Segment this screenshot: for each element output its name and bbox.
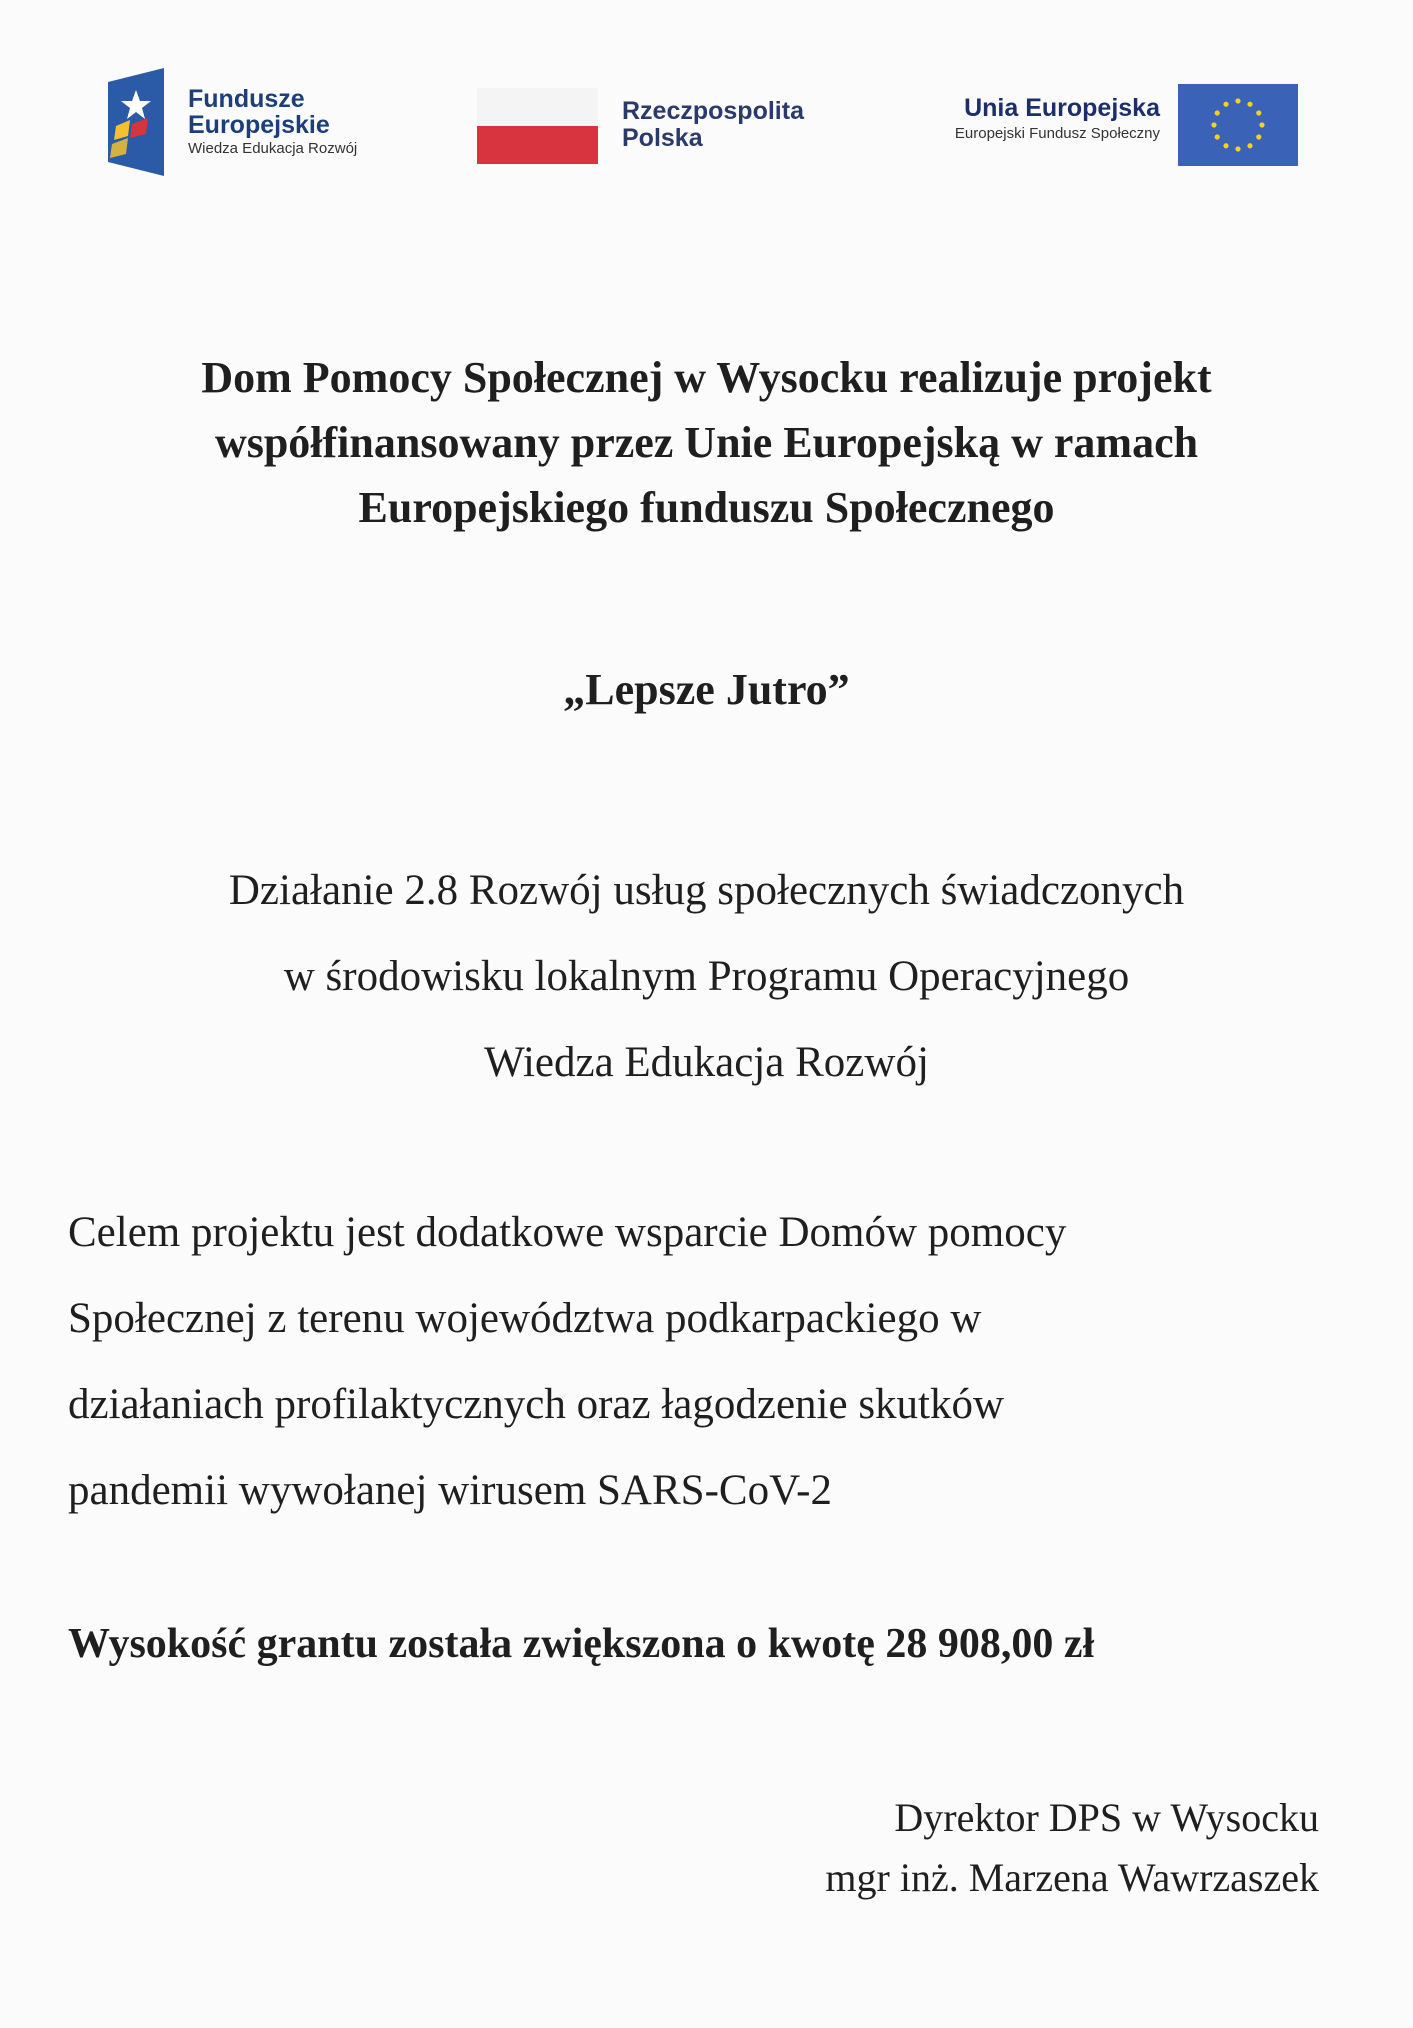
- action-line: Działanie 2.8 Rozwój usług społecznych świadczonych: [228, 867, 1185, 914]
- eu-star: [1223, 143, 1228, 148]
- eu-star: [1215, 110, 1220, 115]
- eu-star: [1256, 110, 1261, 115]
- heading-line: Europejskiego funduszu Społecznego: [358, 483, 1055, 532]
- rp-line2: Polska: [622, 124, 703, 152]
- action-line: w środowisku lokalnym Programu Operacyjnego: [283, 953, 1130, 1000]
- fe-line1: Fundusze: [188, 85, 305, 113]
- eu-star: [1256, 134, 1261, 139]
- eu-star: [1235, 98, 1240, 103]
- eu-flag-icon: [1178, 84, 1298, 166]
- signature-title: Dyrektor DPS w Wysocku: [894, 1795, 1319, 1840]
- fundusze-europejskie-star-icon: [108, 68, 164, 176]
- ue-line2: Europejski Fundusz Społeczny: [954, 125, 1160, 142]
- fe-line2: Europejskie: [188, 111, 330, 139]
- heading-line: współfinansowany przez Unie Europejską w ramach: [214, 418, 1199, 467]
- signature-block: [825, 1788, 1319, 1908]
- project-goal: [68, 1190, 1066, 1534]
- eu-star: [1235, 146, 1240, 151]
- goal-line: Celem projektu jest dodatkowe wsparcie Domów pomocy: [68, 1209, 1067, 1256]
- eu-star: [1247, 102, 1252, 107]
- action-description: [0, 848, 1413, 1106]
- eu-star: [1223, 102, 1228, 107]
- main-heading: [0, 345, 1413, 540]
- project-title: „Lepsze Jutro”: [563, 665, 850, 714]
- logo-bar: [0, 68, 1413, 188]
- eu-star: [1247, 143, 1252, 148]
- fe-line3: Wiedza Edukacja Rozwój: [188, 140, 358, 157]
- eu-star: [1259, 122, 1264, 127]
- eu-star: [1215, 134, 1220, 139]
- polish-flag-icon: [477, 88, 598, 164]
- action-line: Wiedza Edukacja Rozwój: [484, 1039, 929, 1086]
- goal-line: pandemii wywołanej wirusem SARS-CoV-2: [68, 1467, 833, 1514]
- goal-line: działaniach profilaktycznych oraz łagodzenie skutków: [68, 1381, 1005, 1428]
- eu-star: [1211, 122, 1216, 127]
- heading-line: Dom Pomocy Społecznej w Wysocku realizuje projekt: [201, 353, 1212, 402]
- grant-amount: Wysokość grantu została zwiększona o kwotę 28 908,00 zł: [68, 1621, 1095, 1667]
- ue-line1: Unia Europejska: [964, 94, 1160, 122]
- signature-name: mgr inż. Marzena Wawrzaszek: [825, 1855, 1319, 1900]
- rp-line1: Rzeczpospolita: [622, 97, 804, 125]
- goal-line: Społecznej z terenu województwa podkarpackiego w: [68, 1295, 982, 1342]
